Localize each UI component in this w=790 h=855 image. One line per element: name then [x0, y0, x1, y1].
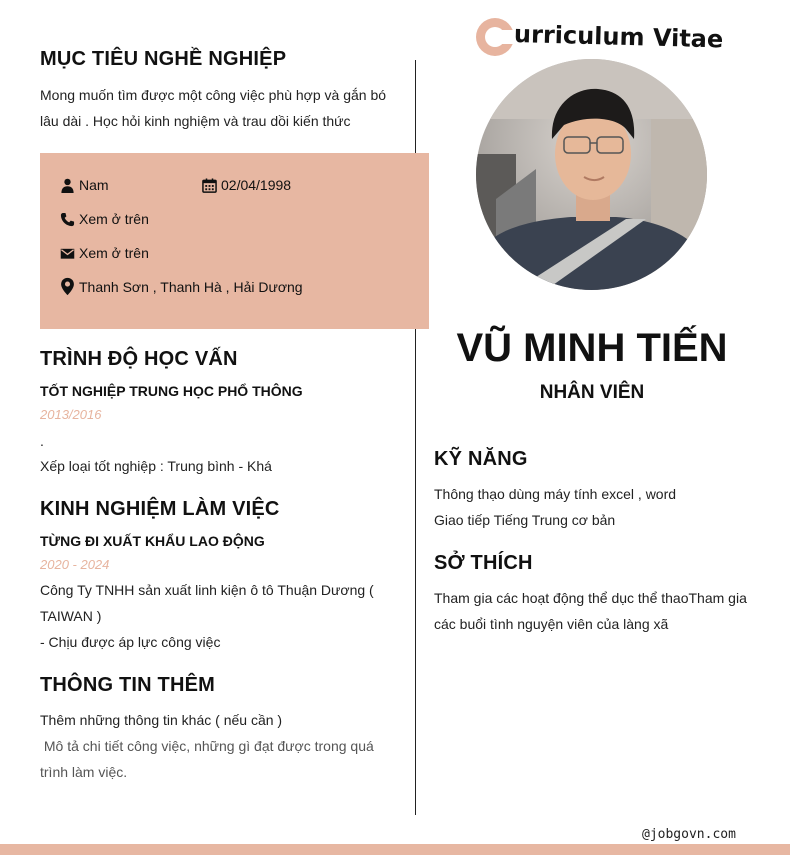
education-grade: Xếp loại tốt nghiệp : Trung bình - Khá	[40, 458, 272, 474]
avatar	[476, 59, 707, 290]
experience-company: Công Ty TNHH sản xuất linh kiện ô tô Thuận Dương ( TAIWAN )	[40, 582, 374, 624]
skill-item: Giao tiếp Tiếng Trung cơ bản	[434, 512, 616, 528]
info-email: Xem ở trên	[60, 245, 149, 261]
footer-bar	[0, 844, 790, 855]
experience-note: - Chịu được áp lực công việc	[40, 634, 221, 650]
calendar-icon	[202, 178, 217, 193]
person-name: VŨ MINH TIẾN	[456, 326, 728, 370]
education-heading: TRÌNH ĐỘ HỌC VẤN	[40, 348, 238, 370]
education-dot: .	[40, 433, 44, 449]
education-period: 2013/2016	[40, 407, 102, 422]
hobbies-heading: SỞ THÍCH	[434, 552, 533, 574]
experience-heading: KINH NGHIỆM LÀM VIỆC	[40, 498, 280, 520]
info-phone: Xem ở trên	[60, 211, 149, 227]
info-address: Thanh Sơn , Thanh Hà , Hải Dương	[60, 277, 303, 296]
more-info-line3: trình làm việc.	[40, 764, 128, 780]
skill-item: Thông thạo dùng máy tính excel , word	[434, 486, 677, 502]
avatar-photo	[476, 59, 707, 290]
more-info-line1: Thêm những thông tin khác ( nếu cần )	[40, 712, 283, 728]
person-title: NHÂN VIÊN	[539, 382, 645, 403]
info-gender: Nam	[60, 177, 109, 193]
more-info-line2: Mô tả chi tiết công việc, những gì đạt được trong quá	[40, 738, 374, 754]
more-info-heading: THÔNG TIN THÊM	[40, 674, 216, 696]
person-icon	[60, 178, 75, 193]
education-school: TỐT NGHIỆP TRUNG HỌC PHỔ THÔNG	[40, 383, 303, 399]
location-pin-icon	[60, 277, 75, 296]
experience-role: TỪNG ĐI XUẤT KHẨU LAO ĐỘNG	[40, 533, 265, 549]
hobbies-text: Tham gia các hoạt động thể dục thể thaoTham gia các buổi tình nguyện viên của làng xã	[434, 590, 747, 632]
experience-period: 2020 - 2024	[40, 557, 110, 572]
info-birthdate: 02/04/1998	[202, 177, 291, 193]
footer-watermark: @jobgovn.com	[642, 827, 736, 842]
phone-icon	[60, 212, 75, 227]
skills-heading: KỸ NĂNG	[434, 448, 528, 470]
objective-text: Mong muốn tìm được một công việc phù hợp và gắn bó lâu dài . Học hỏi kinh nghiệm và trau dồi kiến thức	[40, 87, 387, 129]
objective-heading: MỤC TIÊU NGHỀ NGHIỆP	[40, 48, 287, 70]
personal-info-box	[40, 153, 429, 329]
cv-logo	[476, 16, 724, 60]
mail-icon	[60, 246, 75, 261]
logo-text: urriculum Vitae	[513, 20, 724, 54]
